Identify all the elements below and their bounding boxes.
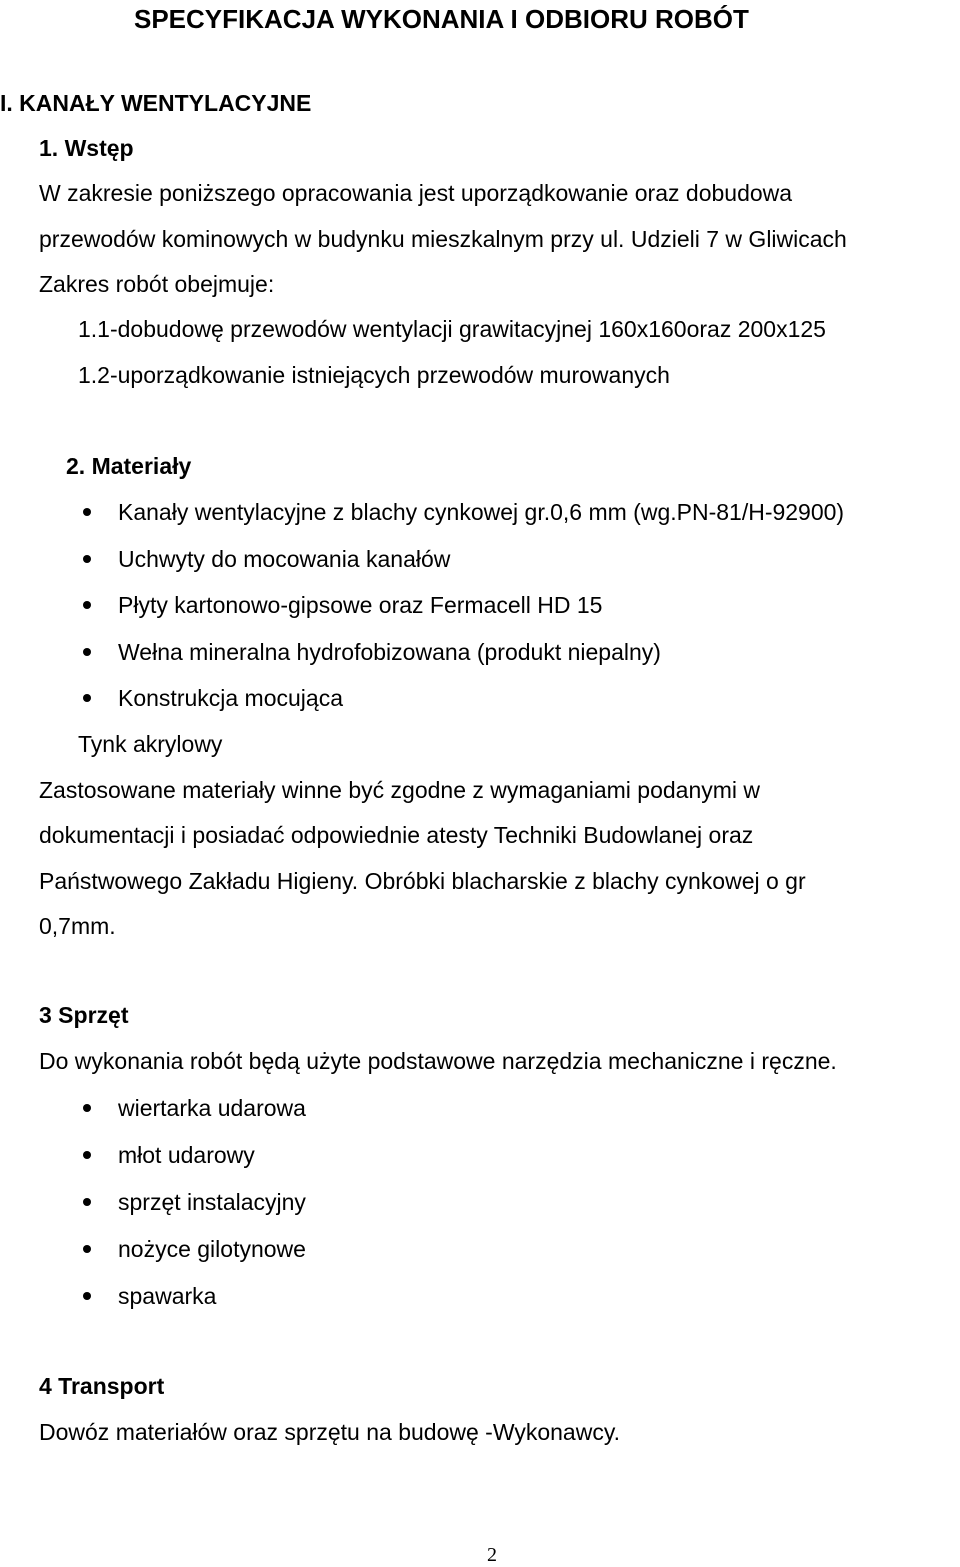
equipment-item: sprzęt instalacyjny xyxy=(118,1189,306,1215)
materials-item: Wełna mineralna hydrofobizowana (produkt niepalny) xyxy=(118,639,661,665)
intro-line: Zakres robót obejmuje: xyxy=(39,271,275,297)
materials-item: Płyty kartonowo-gipsowe oraz Fermacell HD 15 xyxy=(118,592,603,618)
section-heading: I. KANAŁY WENTYLACYJNE xyxy=(0,90,312,116)
equipment-heading: 3 Sprzęt xyxy=(39,1002,129,1028)
equipment-item: spawarka xyxy=(118,1283,217,1309)
bullet-icon xyxy=(83,555,91,563)
materials-item: Uchwyty do mocowania kanałów xyxy=(118,546,451,572)
equipment-item: wiertarka udarowa xyxy=(118,1095,306,1121)
bullet-icon xyxy=(83,1292,91,1300)
bullet-icon xyxy=(83,648,91,656)
page-number: 2 xyxy=(487,1544,497,1566)
materials-paragraph-line: Zastosowane materiały winne być zgodne z wymaganiami podanymi w xyxy=(39,777,761,803)
materials-paragraph-line: Państwowego Zakładu Higieny. Obróbki blacharskie z blachy cynkowej o gr xyxy=(39,868,806,894)
materials-heading: 2. Materiały xyxy=(66,453,192,479)
bullet-icon xyxy=(83,1104,91,1112)
materials-paragraph-line: 0,7mm. xyxy=(39,913,116,939)
bullet-icon xyxy=(83,694,91,702)
equipment-intro: Do wykonania robót będą użyte podstawowe narzędzia mechaniczne i ręczne. xyxy=(39,1048,837,1074)
intro-heading: 1. Wstęp xyxy=(39,135,134,161)
transport-heading: 4 Transport xyxy=(39,1373,165,1399)
bullet-icon xyxy=(83,1151,91,1159)
materials-item: Konstrukcja mocująca xyxy=(118,685,343,711)
equipment-item: nożyce gilotynowe xyxy=(118,1236,306,1262)
equipment-item: młot udarowy xyxy=(118,1142,255,1168)
intro-line: przewodów kominowych w budynku mieszkalnym przy ul. Udzieli 7 w Gliwicach xyxy=(39,226,847,252)
materials-paragraph-line: dokumentacji i posiadać odpowiednie atesty Techniki Budowlanej oraz xyxy=(39,822,754,848)
bullet-icon xyxy=(83,1198,91,1206)
document-title: SPECYFIKACJA WYKONANIA I ODBIORU ROBÓT xyxy=(134,4,749,34)
scope-item: 1.2-uporządkowanie istniejących przewodów murowanych xyxy=(78,362,670,388)
transport-text: Dowóz materiałów oraz sprzętu na budowę -Wykonawcy. xyxy=(39,1419,620,1445)
bullet-icon xyxy=(83,508,91,516)
intro-line: W zakresie poniższego opracowania jest uporządkowanie oraz dobudowa xyxy=(39,180,793,206)
materials-extra-item: Tynk akrylowy xyxy=(78,731,223,757)
bullet-icon xyxy=(83,601,91,609)
scope-item: 1.1-dobudowę przewodów wentylacji grawitacyjnej 160x160oraz 200x125 xyxy=(78,316,826,342)
materials-item: Kanały wentylacyjne z blachy cynkowej gr.0,6 mm (wg.PN-81/H-92900) xyxy=(118,499,845,525)
bullet-icon xyxy=(83,1245,91,1253)
